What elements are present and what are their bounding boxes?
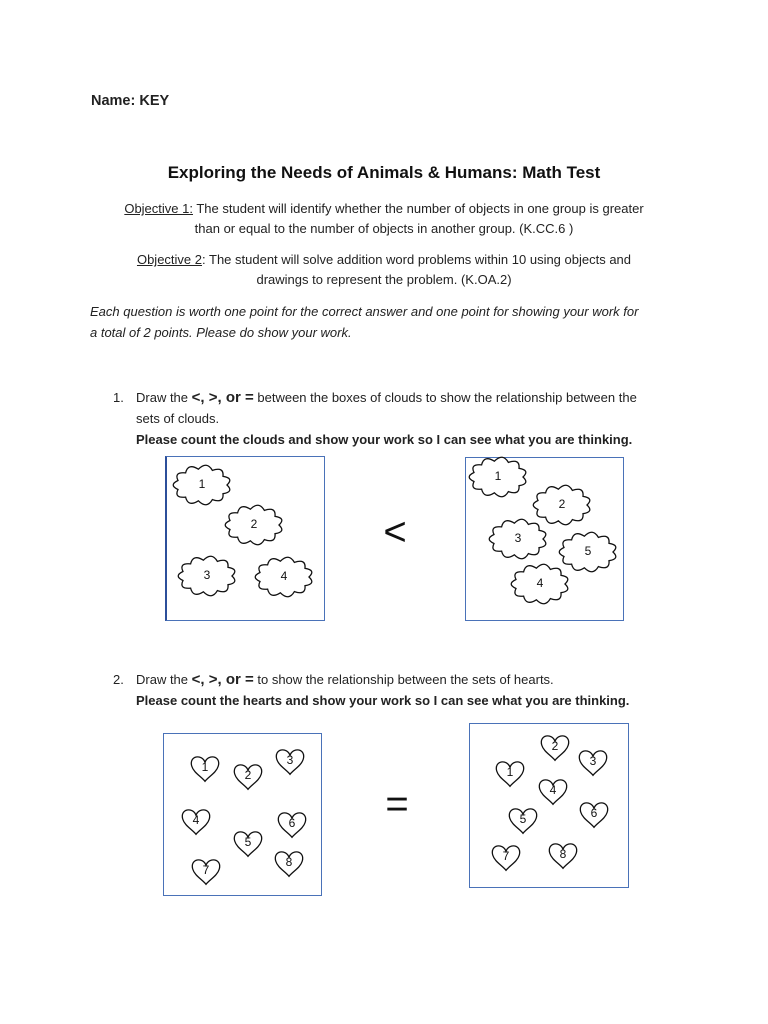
question-2-answer-symbol[interactable]: = (385, 782, 409, 826)
instructions-line2: a total of 2 points. Please do show your work. (90, 325, 352, 340)
objective-1-label: Objective 1: (124, 201, 193, 216)
question-2-left-count-label: 4 (192, 813, 200, 828)
question-2-right-heart-icon (492, 846, 519, 870)
question-2-left-count-label: 3 (286, 753, 294, 768)
question-1-right-count-label: 4 (536, 576, 544, 591)
question-2-right-count-label: 5 (519, 812, 527, 827)
question-2-left-count-label: 6 (288, 816, 296, 831)
student-name-line: Name: KEY (91, 93, 170, 109)
question-2-right-heart-icon (541, 736, 568, 760)
objective-2-text-line1: : The student will solve addition word problems within 10 using objects and (202, 252, 632, 267)
question-1-symbols: <, >, or = (191, 389, 254, 406)
question-1-right-count-label: 5 (584, 544, 592, 559)
question-2-right-count-label: 4 (549, 783, 557, 798)
question-2-left-count-label: 7 (202, 863, 210, 878)
question-2-right-count-label: 2 (551, 739, 559, 754)
question-1-left-count-label: 2 (250, 517, 258, 532)
question-2-right-heart-icon (549, 844, 576, 868)
question-1-left-count-label: 4 (280, 569, 288, 584)
question-1-left-count-label: 3 (203, 568, 211, 583)
question-2-right-count-label: 3 (589, 754, 597, 769)
question-2-left-heart-icon (278, 813, 305, 837)
question-1-left-count-label: 1 (198, 477, 206, 492)
question-2-left-count-label: 2 (244, 768, 252, 783)
question-2-left-heart-icon (192, 860, 219, 884)
question-2-right-heart-icon (580, 803, 607, 827)
objective-1-text-line1: The student will identify whether the number of objects in one group is greater (192, 201, 644, 216)
question-1-right-count-label: 2 (558, 497, 566, 512)
question-2-left-count-label: 8 (285, 855, 293, 870)
question-2-left-heart-icon (276, 750, 303, 774)
question-2-right-heart-icon (496, 762, 523, 786)
question-2-left-heart-icon (234, 832, 261, 856)
question-2-prompt-suffix: to show the relationship between the sets of hearts. (253, 672, 554, 687)
objective-2-label: Objective 2 (136, 252, 203, 267)
question-1-answer-symbol[interactable]: < (383, 510, 407, 554)
objective-2-text-line2: drawings to represent the problem. (K.OA.2) (256, 272, 512, 287)
question-2-right-count-label: 6 (590, 806, 598, 821)
question-1-prompt-line2: sets of clouds. (136, 411, 220, 426)
question-2-symbols: <, >, or = (191, 671, 254, 688)
question-1-bold-line: Please count the clouds and show your work so I can see what you are thinking. (136, 432, 633, 447)
question-2-right-heart-icon (539, 780, 566, 804)
question-2-left-count-label: 1 (201, 760, 209, 775)
question-1-right-count-label: 1 (494, 469, 502, 484)
question-2-prompt-prefix: Draw the (136, 672, 192, 687)
question-2-number: 2. (113, 672, 124, 687)
question-1-number: 1. (113, 390, 124, 405)
question-2-left-count-label: 5 (244, 835, 252, 850)
question-2-left-heart-icon (275, 852, 302, 876)
question-1-prompt-prefix: Draw the (136, 390, 192, 405)
page-title: Exploring the Needs of Animals & Humans: Math Test (167, 163, 601, 182)
question-2-left-heart-icon (234, 765, 261, 789)
question-2-right-count-label: 1 (506, 765, 514, 780)
question-2-left-heart-icon (191, 757, 218, 781)
instructions-line1: Each question is worth one point for the correct answer and one point for showing your work for (90, 304, 639, 319)
question-2-right-heart-icon (579, 751, 606, 775)
objective-1-text-line2: than or equal to the number of objects in another group. (K.CC.6 ) (194, 221, 574, 236)
question-2-right-count-label: 7 (502, 849, 510, 864)
question-2-bold-line: Please count the hearts and show your work so I can see what you are thinking. (136, 693, 630, 708)
question-2-right-count-label: 8 (559, 847, 567, 862)
question-2-left-heart-icon (182, 810, 209, 834)
question-1-prompt-suffix: between the boxes of clouds to show the relationship between the (253, 390, 637, 405)
question-1-right-count-label: 3 (514, 531, 522, 546)
question-2-right-heart-icon (509, 809, 536, 833)
